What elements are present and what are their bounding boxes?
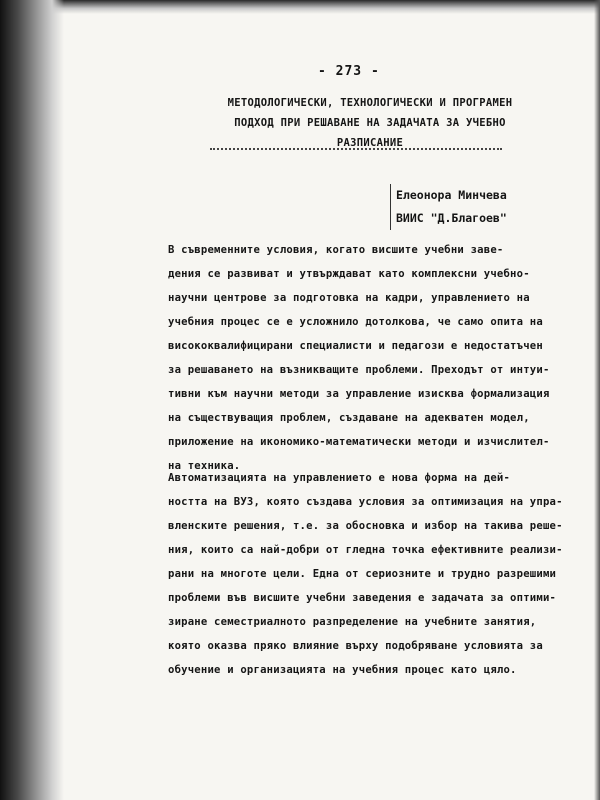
text-line: рани на многоте цели. Една от сериозните и трудно разрешими: [168, 568, 557, 580]
text-line: дения се развиват и утвърждават като комплексни учебно-: [168, 268, 530, 280]
title-line: ПОДХОД ПРИ РЕШАВАНЕ НА ЗАДАЧАТА ЗА УЧЕБНО: [234, 117, 506, 129]
title-line: МЕТОДОЛОГИЧЕСКИ, ТЕХНОЛОГИЧЕСКИ И ПРОГРАМЕН: [227, 97, 513, 109]
text-line: ността на ВУЗ, която създава условия за оптимизация на упра-: [168, 496, 563, 508]
text-line: научни центрове за подготовка на кадри, управлението на: [168, 292, 530, 304]
text-line: В съвременните условия, когато висшите учебни заве-: [168, 244, 504, 256]
text-line: за решаването на възникващите проблеми. Преходът от интуи-: [168, 364, 550, 376]
text-line: тивни към научни методи за управление изисква формализация: [168, 388, 550, 400]
text-line: на съществуващия проблем, създаване на адекватен модел,: [168, 412, 530, 424]
text-line: проблеми във висшите учебни заведения е задачата за оптими-: [168, 592, 557, 604]
author-institution: ВИИС "Д.Благоев": [396, 211, 507, 225]
author-name: Елеонора Минчева: [396, 188, 507, 202]
text-line: която оказва пряко влияние върху подобряване условията за: [168, 640, 543, 652]
scan-right-edge-shadow: [594, 0, 600, 800]
text-line: обучение и организацията на учебния процес като цяло.: [168, 664, 517, 676]
paragraph-2: [168, 466, 568, 682]
binding-shadow: [0, 0, 64, 800]
text-line: приложение на икономико-математически методи и изчислител-: [168, 436, 550, 448]
text-line: на техника.: [168, 460, 241, 472]
title-dotted-rule: [210, 148, 502, 150]
scan-top-edge-shadow: [0, 0, 600, 14]
page-number: - 273 -: [318, 64, 380, 79]
paragraph-1: [168, 238, 568, 478]
text-line: ния, които са най-добри от гледна точка ефективните реализи-: [168, 544, 563, 556]
text-line: висококвалифицирани специалисти и педагози е недостатъчен: [168, 340, 543, 352]
text-line: учебния процес се е усложнило дотолкова, че само опита на: [168, 316, 543, 328]
text-line: Автоматизацията на управлението е нова форма на дей-: [168, 472, 511, 484]
text-line: зиране семестриалното разпределение на учебните занятия,: [168, 616, 537, 628]
document-title: [200, 93, 540, 153]
title-line: РАЗПИСАНИЕ: [336, 137, 404, 149]
text-line: вленските решения, т.е. за обосновка и избор на такива реше-: [168, 520, 563, 532]
author-block: [390, 184, 507, 230]
